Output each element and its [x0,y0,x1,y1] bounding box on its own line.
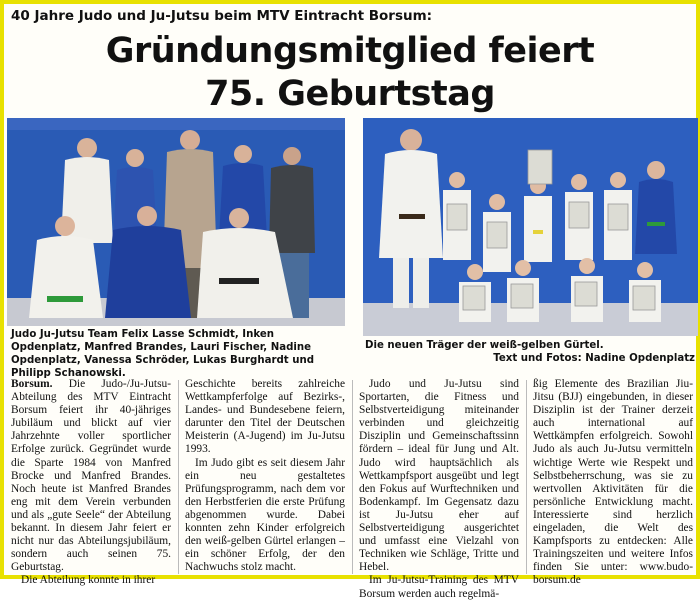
column-divider [178,380,179,574]
article-column-3 [359,378,519,600]
article-body [11,378,695,600]
paragraph: Im Ju-Jutsu-Training des MTV Borsum werden auch regelmä- [359,574,519,600]
team-photo-caption: Judo Ju-Jutsu Team Felix Lasse Schmidt, Inken Opdenplatz, Manfred Brandes, Lauri Fischer, Nadine Opdenplatz, Vanessa Schröder, Lukas Burghardt und Philipp Schanowski. [11,329,314,379]
paragraph: ßig Elemente des Brazilian Jiu-Jitsu (BJJ) eingebunden, in dieser Disziplin ist der Trainer derzeit auch international auf Wettkämpfen erfolgreich. Sowohl Judo als auch Ju-Jutsu vermitteln wichtige Werte wie Respekt und Selbstbeherrschung, was sie zu wertvollen Aktivitäten für die persönliche Entwicklung macht. Interessierte sind herzlich eingeladen, die Welt des Kampfsports zu entdecken: Alle Trainingszeiten und weitere Infos finden Sie unter: www.budo-borsum.de [533,378,693,587]
paragraph: Judo und Ju-Jutsu sind Sportarten, die Fitness und Selbstverteidigung miteinander verbinden und gleichzeitig Disziplin und Gemeinschaftssinn fördern – ideal für Jung und Alt. Judo wird hauptsächlich als Wettkampfsport ausgeübt und legt den Fokus auf Wurftechniken und Bodenkampf. Im Gegensatz dazu ist Ju-Jutsu eher auf Selbstverteidigung ausgerichtet und umfasst eine Vielzahl von Techniken wie Schläge, Tritte und Hebel. [359,378,519,574]
dateline: Borsum. [11,378,53,390]
paragraph: Im Judo gibt es seit diesem Jahr ein neu gestaltetes Prüfungsprogramm, nach dem vor den Herbstferien die erste Prüfung abgenommen wurde. Dabei konnten zehn Kinder erfolgreich den weiß-gelben Gürtel erlangen – ein schöner Erfolg, der den Nachwuchs stolz macht. [185,456,345,574]
column-divider [526,380,527,574]
article-column-2 [185,378,345,578]
team-photo [7,118,345,326]
headline-line-1: Gründungsmitglied feiert [105,31,595,71]
paragraph: Die Judo-/Ju-Jutsu-Abteilung des MTV Eintracht Borsum feiert ihr 40-jähriges Jubiläum und blickt auf vier Jahrzehnte voller sportlicher Erfolge zurück. Gegründet wurde die Sparte 1984 von Manfred Brocke und Manfred Brandes. Noch heute ist Manfred Brandes eng mit dem Verein verbunden und als „gute Seele“ der Abteilung bekannt. In diesem Jahr feiert er nicht nur das Abteilungsjubiläum, sondern auch seinen 75. Geburtstag. [11,378,171,574]
kicker-line: 40 Jahre Judo und Ju-Jutsu beim MTV Eintracht Borsum: [11,8,433,24]
paragraph: Die Abteilung konnte in ihrer [21,574,156,587]
paragraph: Geschichte bereits zahlreiche Wettkampferfolge auf Bezirks-, Landes- und Bundesebene feiern, darunter den Titel der Deutschen Meisterin (A-Jugend) im Ju-Jutsu 1993. [185,378,345,456]
kids-photo-caption: Die neuen Träger der weiß-gelben Gürtel. [365,340,604,351]
headline [4,30,696,116]
photo-credit: Text und Fotos: Nadine Opdenplatz [493,353,695,364]
article-column-4 [533,378,693,587]
column-divider [352,380,353,574]
article-column-1 [11,378,171,587]
headline-line-2: 75. Geburtstag [205,74,495,114]
kids-belt-photo [363,118,698,336]
